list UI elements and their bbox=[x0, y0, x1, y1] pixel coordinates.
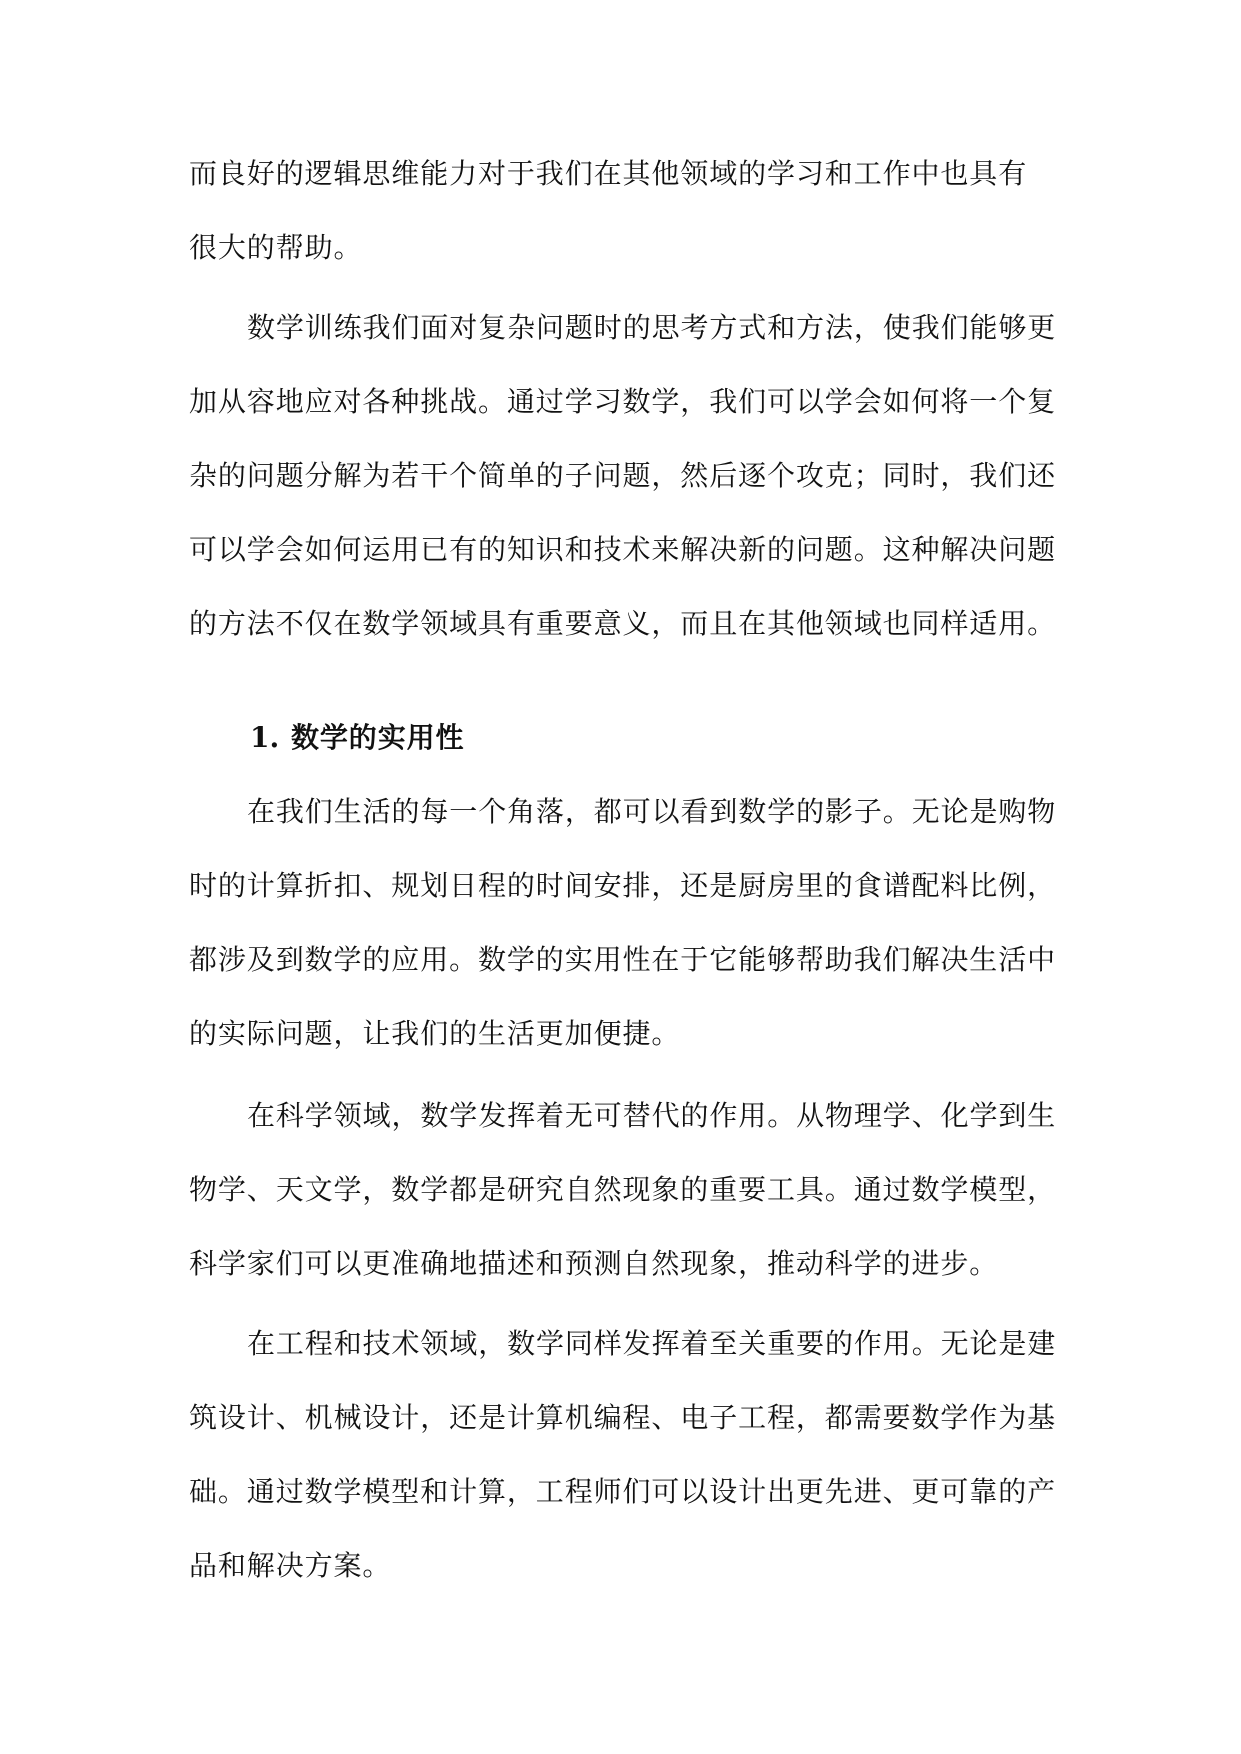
paragraph bbox=[189, 1307, 1059, 1603]
paragraph-line: 的实际问题，让我们的生活更加便捷。 bbox=[189, 1017, 681, 1050]
paragraph-line: 很大的帮助。 bbox=[189, 231, 363, 264]
document-body bbox=[189, 137, 1059, 1603]
paragraph-line: 数学训练我们面对复杂问题时的思考方式和方法，使我们能够更 bbox=[247, 311, 1057, 344]
paragraph-line: 在工程和技术领域，数学同样发挥着至关重要的作用。无论是建 bbox=[247, 1327, 1057, 1360]
paragraph-line: 都涉及到数学的应用。数学的实用性在于它能够帮助我们解决生活中 bbox=[189, 943, 1057, 976]
paragraph bbox=[189, 291, 1059, 661]
paragraph bbox=[189, 775, 1059, 1071]
paragraph-line: 而良好的逻辑思维能力对于我们在其他领域的学习和工作中也具有 bbox=[189, 157, 1028, 190]
paragraph-line: 加从容地应对各种挑战。通过学习数学，我们可以学会如何将一个复 bbox=[189, 385, 1057, 418]
section-heading bbox=[189, 701, 1059, 775]
paragraph-line: 时的计算折扣、规划日程的时间安排，还是厨房里的食谱配料比例， bbox=[189, 869, 1057, 902]
paragraph-line: 的方法不仅在数学领域具有重要意义，而且在其他领域也同样适用。 bbox=[189, 607, 1057, 640]
paragraph-line: 物学、天文学，数学都是研究自然现象的重要工具。通过数学模型， bbox=[189, 1173, 1057, 1206]
paragraph-line: 杂的问题分解为若干个简单的子问题，然后逐个攻克；同时，我们还 bbox=[189, 459, 1057, 492]
paragraph-line: 科学家们可以更准确地描述和预测自然现象，推动科学的进步。 bbox=[189, 1247, 999, 1280]
paragraph-line: 在科学领域，数学发挥着无可替代的作用。从物理学、化学到生 bbox=[247, 1099, 1057, 1132]
section-number: 1. bbox=[250, 721, 280, 754]
paragraph-line: 在我们生活的每一个角落，都可以看到数学的影子。无论是购物 bbox=[247, 795, 1057, 828]
section-title: 数学的实用性 bbox=[291, 721, 465, 754]
paragraph-line: 筑设计、机械设计，还是计算机编程、电子工程，都需要数学作为基 bbox=[189, 1401, 1057, 1434]
paragraph-line: 品和解决方案。 bbox=[189, 1549, 392, 1582]
paragraph bbox=[189, 137, 1059, 285]
paragraph bbox=[189, 1079, 1059, 1301]
paragraph-line: 础。通过数学模型和计算，工程师们可以设计出更先进、更可靠的产 bbox=[189, 1475, 1057, 1508]
paragraph-line: 可以学会如何运用已有的知识和技术来解决新的问题。这种解决问题 bbox=[189, 533, 1057, 566]
